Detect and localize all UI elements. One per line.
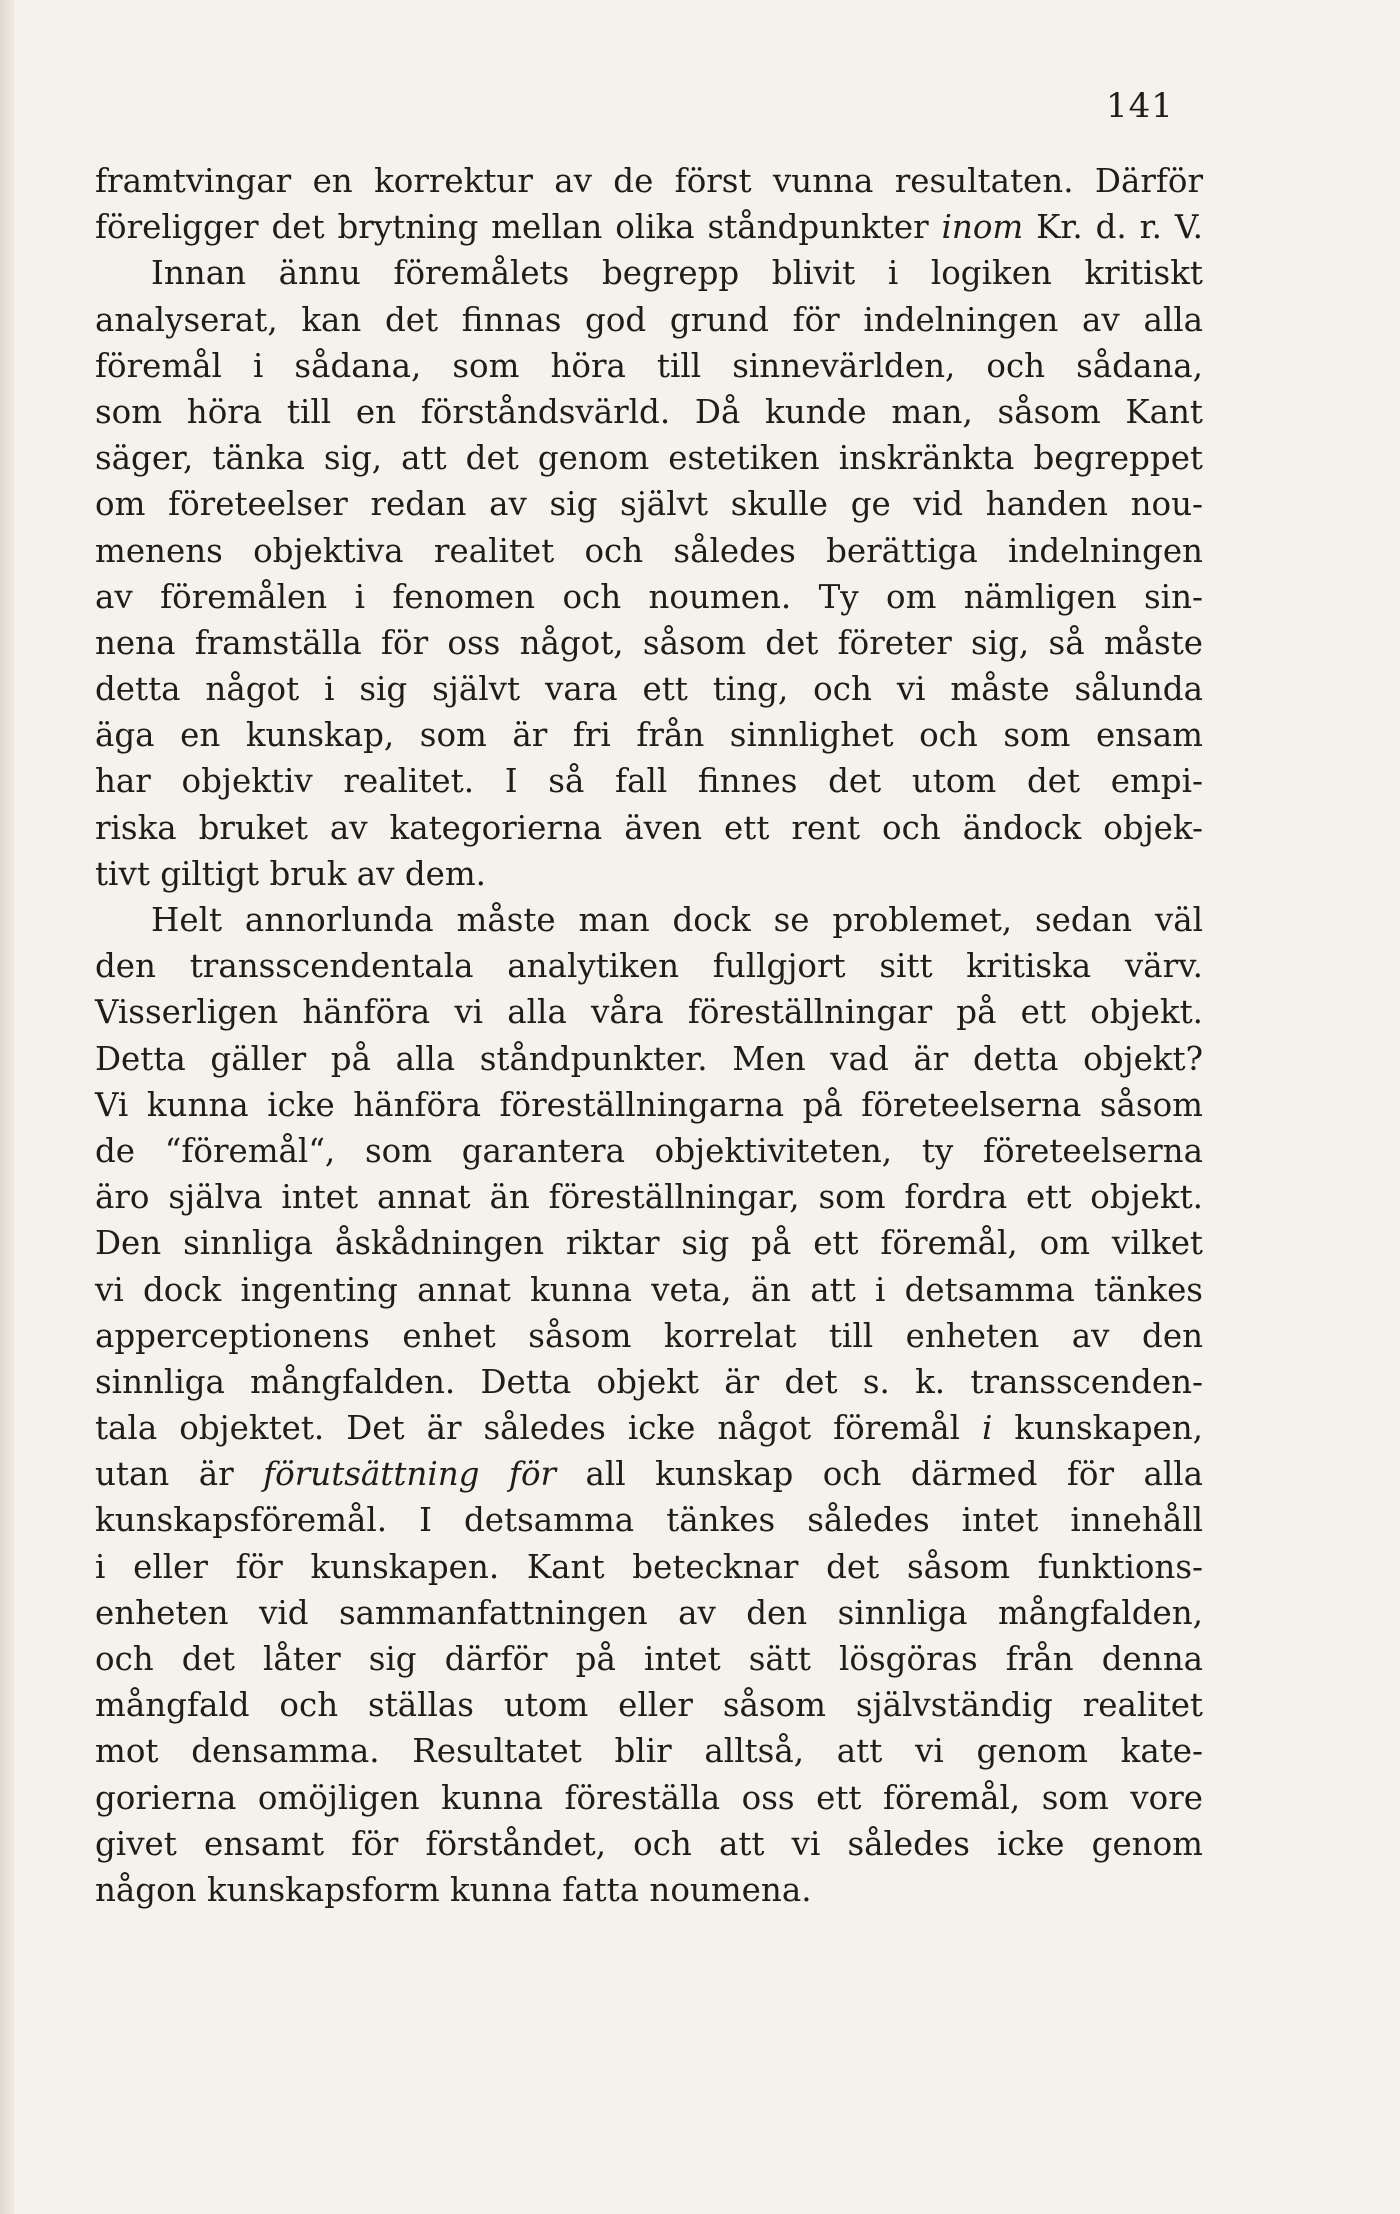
text-line — [95, 1313, 1203, 1359]
text-line — [95, 1174, 1203, 1220]
text-line — [95, 1867, 1203, 1913]
text-line — [95, 389, 1203, 435]
text-segment: och det låter sig därför på intet sätt lösgöras från denna — [95, 1640, 1203, 1678]
text-segment: givet ensamt för förståndet, och att vi således icke genom — [95, 1824, 1203, 1863]
text-segment: Vi kunna icke hänföra föreställningarna på företeelserna såsom — [95, 1085, 1203, 1124]
text-segment: vi dock ingenting annat kunna veta, än att i detsamma tänkes — [95, 1270, 1203, 1309]
text-line — [95, 1220, 1203, 1266]
text-segment: Den sinnliga åskådningen riktar sig på ett föremål, om vilket — [95, 1224, 1203, 1263]
text-line — [95, 481, 1203, 527]
text-segment: sinnliga mångfalden. Detta objekt är det s. k. transscenden- — [95, 1362, 1203, 1401]
text-segment: all kunskap och därmed för alla — [556, 1455, 1204, 1494]
text-segment: apperceptionens enhet såsom korrelat till enheten av den — [95, 1316, 1203, 1355]
text-segment: Detta gäller på alla ståndpunkter. Men vad är detta objekt? — [95, 1039, 1203, 1078]
text-line — [95, 574, 1203, 620]
text-segment: Helt annorlunda måste man dock se problemet, sedan väl — [151, 901, 1203, 939]
text-segment: analyserat, kan det finnas god grund för indelningen av alla — [95, 300, 1203, 339]
text-segment: Visserligen hänföra vi alla våra föreställningar på ett objekt. — [95, 993, 1203, 1032]
text-line — [95, 528, 1203, 574]
text-segment: mångfald och ställas utom eller såsom självständig realitet — [95, 1686, 1203, 1725]
text-line — [95, 1036, 1203, 1082]
text-segment: tala objektet. Det är således icke något föremål — [95, 1409, 982, 1448]
text-segment: har objektiv realitet. I så fall finnes det utom det empi- — [95, 762, 1203, 801]
text-line — [95, 1497, 1203, 1543]
text-segment: nena framställa för oss något, såsom det företer sig, så måste — [95, 623, 1203, 662]
text-line — [95, 897, 1203, 943]
text-line — [95, 989, 1203, 1035]
text-segment: i eller för kunskapen. Kant betecknar det såsom funktions- — [95, 1547, 1203, 1586]
text-segment: Kr. d. r. V. — [1023, 208, 1203, 247]
text-line — [95, 1544, 1203, 1590]
text-segment: föreligger det brytning mellan olika ståndpunkter — [95, 208, 942, 247]
text-line — [95, 851, 1203, 897]
text-segment: av föremålen i fenomen och noumen. Ty om nämligen sin- — [95, 577, 1203, 616]
text-line — [95, 620, 1203, 666]
page-number: 141 — [1106, 86, 1174, 126]
text-line — [95, 435, 1203, 481]
text-segment: någon kunskapsform kunna fatta noumena. — [95, 1870, 812, 1909]
text-line — [95, 1267, 1203, 1313]
italic-text: inom — [941, 208, 1024, 247]
text-segment: äro själva intet annat än föreställningar, som fordra ett objekt. — [95, 1178, 1203, 1217]
text-segment: menens objektiva realitet och således berättiga indelningen — [95, 531, 1203, 570]
text-line — [95, 666, 1203, 712]
italic-text: förutsättning för — [263, 1455, 557, 1494]
text-line — [95, 1775, 1203, 1821]
text-segment: enheten vid sammanfattningen av den sinnliga mångfalden, — [95, 1593, 1203, 1632]
text-line — [95, 1821, 1203, 1867]
text-line — [95, 1082, 1203, 1128]
text-segment: om företeelser redan av sig självt skulle ge vid handen nou- — [95, 485, 1203, 524]
text-line — [95, 204, 1203, 250]
text-line — [95, 250, 1203, 296]
text-line — [95, 158, 1203, 204]
text-segment: mot densamma. Resultatet blir alltså, att vi genom kate- — [95, 1732, 1203, 1771]
text-segment: framtvingar en korrektur av de först vunna resultaten. Därför — [95, 162, 1203, 200]
text-line — [95, 1636, 1203, 1682]
text-segment: säger, tänka sig, att det genom estetiken inskränkta begreppet — [95, 439, 1203, 478]
text-line — [95, 1728, 1203, 1774]
text-segment: som höra till en förståndsvärld. Då kunde man, såsom Kant — [95, 392, 1203, 431]
text-segment: kunskapsföremål. I detsamma tänkes således intet innehåll — [95, 1501, 1203, 1540]
text-line — [95, 1682, 1203, 1728]
text-line — [95, 712, 1203, 758]
text-segment: utan är — [95, 1455, 264, 1494]
text-segment: äga en kunskap, som är fri från sinnlighet och som ensam — [95, 716, 1203, 755]
text-segment: den transscendentala analytiken fullgjort sitt kritiska värv. — [95, 947, 1203, 986]
text-line — [95, 1590, 1203, 1636]
text-line — [95, 1451, 1203, 1497]
text-segment: tivt giltigt bruk av dem. — [95, 854, 486, 893]
text-line — [95, 1128, 1203, 1174]
text-segment: de “föremål“, som garantera objektiviteten, ty företeelserna — [95, 1131, 1203, 1170]
text-line — [95, 943, 1203, 989]
text-line — [95, 805, 1203, 851]
text-segment: Innan ännu föremålets begrepp blivit i logiken kritiskt — [151, 254, 1203, 293]
body-text — [95, 158, 1203, 1913]
italic-text: i — [982, 1409, 993, 1448]
text-line — [95, 1405, 1203, 1451]
text-line — [95, 297, 1203, 343]
text-segment: gorierna omöjligen kunna föreställa oss ett föremål, som vore — [95, 1778, 1203, 1817]
text-line — [95, 758, 1203, 804]
text-segment: detta något i sig självt vara ett ting, och vi måste sålunda — [95, 670, 1203, 709]
text-segment: kunskapen, — [992, 1409, 1203, 1448]
text-segment: föremål i sådana, som höra till sinnevärlden, och sådana, — [95, 346, 1203, 385]
text-segment: riska bruket av kategorierna även ett rent och ändock objek- — [95, 808, 1203, 847]
page-gutter-shadow — [0, 0, 14, 2214]
text-line — [95, 343, 1203, 389]
text-line — [95, 1359, 1203, 1405]
